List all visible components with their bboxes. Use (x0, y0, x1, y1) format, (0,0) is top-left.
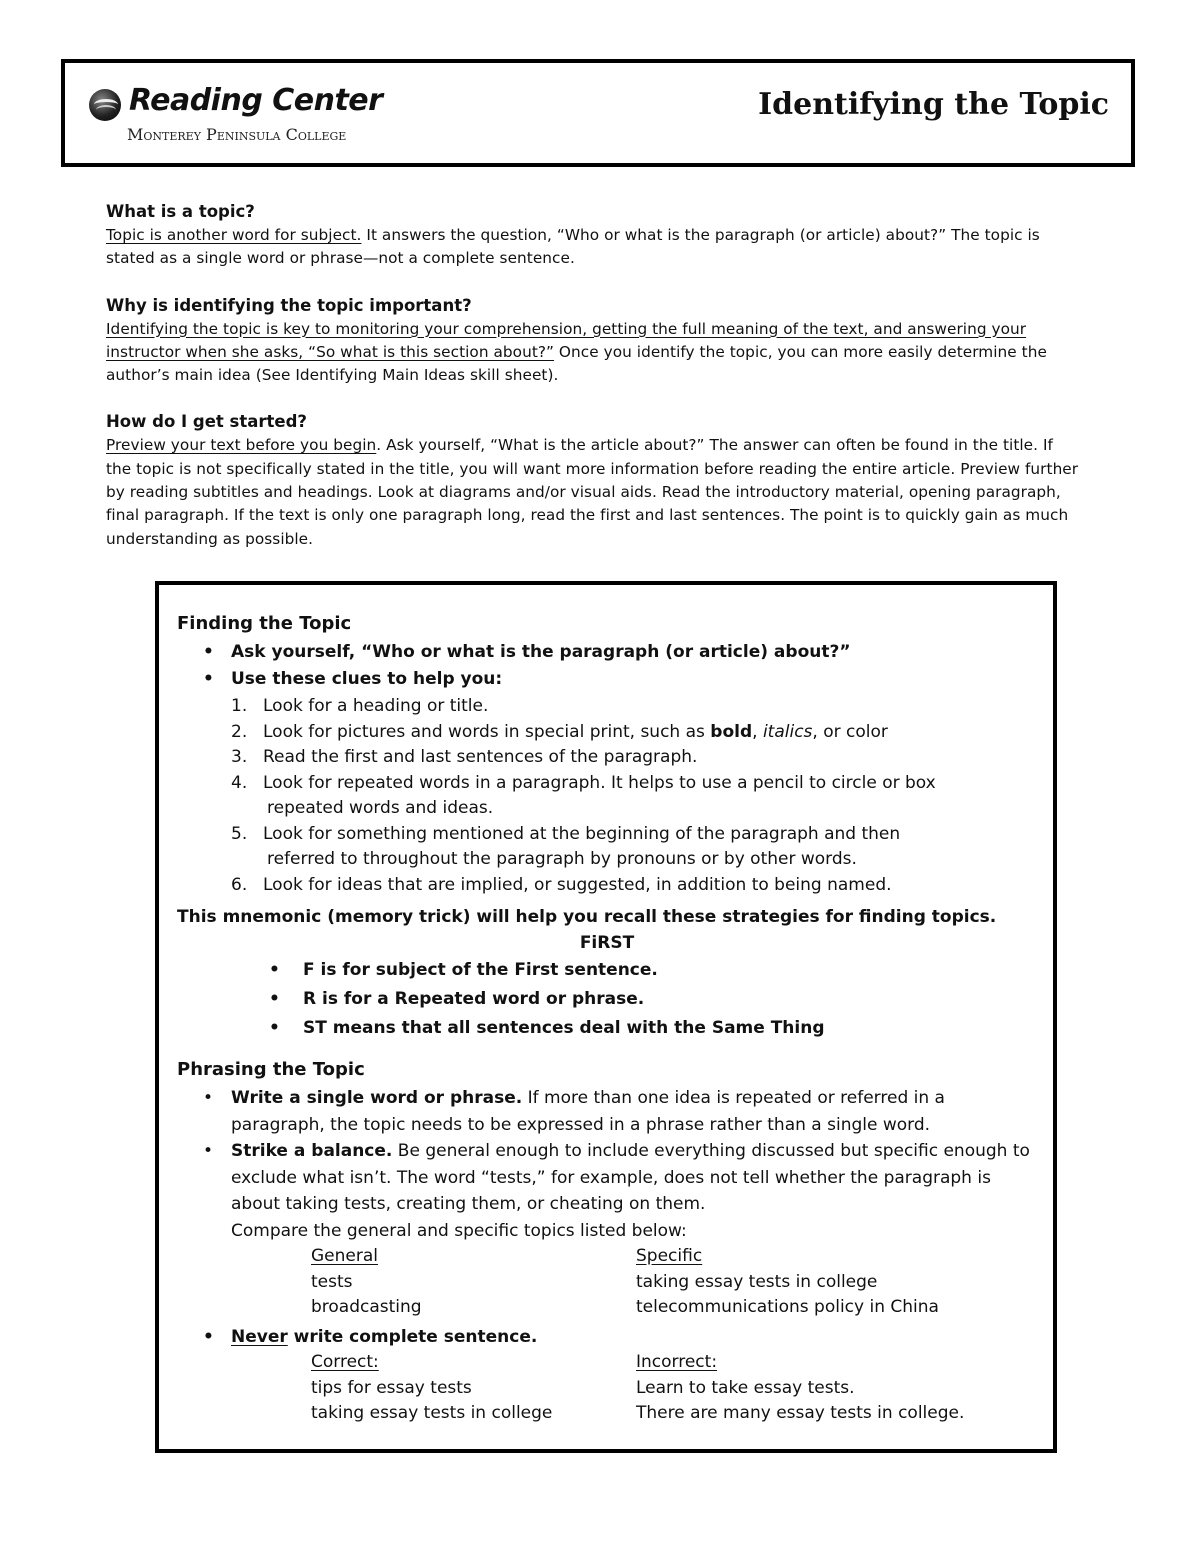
incorrect-cell: There are many essay tests in college. (636, 1403, 965, 1423)
bullet-lead: Write a single word or phrase. (231, 1088, 523, 1108)
wave-logo-icon (89, 89, 121, 121)
specific-cell: telecommunications policy in China (636, 1297, 939, 1317)
key-statement: Topic is another word for subject. (106, 226, 362, 244)
general-cell: broadcasting (311, 1297, 422, 1317)
intro-sections (106, 200, 1081, 574)
clue-text: , (752, 721, 763, 742)
bullet-lead: Strike a balance. (231, 1141, 393, 1161)
document-header (61, 59, 1135, 167)
table-header-row (311, 1350, 1037, 1376)
phrasing-bullet (177, 1138, 1037, 1244)
body-text: Once you identify the topic, you can more easily determine the author’s main idea (See Identifying Main Ideas skill sheet). (106, 342, 1047, 385)
section-body (106, 224, 1081, 271)
mnemonic-intro: This mnemonic (memory trick) will help you recall these strategies for finding topics. (177, 907, 997, 927)
table-row (311, 1376, 1037, 1402)
column-header-correct: Correct: (311, 1352, 379, 1372)
clue-item (177, 771, 1037, 822)
clue-text: Look for repeated words in a paragraph. It helps to use a pencil to circle or box (263, 772, 936, 793)
clue-number: 2. (231, 721, 248, 742)
general-cell: tests (311, 1271, 353, 1292)
mnemonic-text: ST means that all sentences deal with the Same Thing (303, 1018, 825, 1038)
clue-text: Look for a heading or title. (263, 696, 489, 716)
bullet-icon: • (269, 960, 280, 980)
clue-number: 3. (231, 747, 248, 767)
bullet-text: Use these clues to help you: (231, 668, 503, 689)
clue-text: , or color (812, 721, 888, 742)
mnemonic-item (177, 985, 1037, 1014)
mnemonic-item (177, 956, 1037, 985)
clue-item (177, 873, 1037, 899)
finding-bullet (177, 666, 1037, 693)
mnemonic-text: F is for subject of the First sentence. (303, 960, 658, 980)
phrasing-section (177, 1055, 1037, 1427)
logo-subtitle: Monterey Peninsula College (127, 125, 347, 144)
clues-list (177, 694, 1037, 898)
section-get-started (106, 410, 1081, 550)
column-header-general: General (311, 1246, 378, 1266)
bold-example: bold (710, 721, 753, 742)
bullet-text: Ask yourself, “Who or what is the paragraph (or article) about?” (231, 642, 851, 662)
specific-cell: taking essay tests in college (636, 1271, 878, 1292)
page-title: Identifying the Topic (758, 87, 1109, 122)
section-heading: What is a topic? (106, 202, 255, 221)
bullet-icon: • (269, 1018, 280, 1038)
bullet-icon: • (203, 1141, 214, 1161)
general-specific-table (177, 1244, 1037, 1321)
body-text: It answers the question, “Who or what is the paragraph (or article) about?” The topic is stated as a single word or phrase—not a complete sentence. (106, 226, 1040, 268)
mnemonic-section (177, 904, 1037, 1043)
clue-number: 1. (231, 696, 248, 716)
column-header-incorrect: Incorrect: (636, 1352, 718, 1372)
clue-text: Look for pictures and words in special print, such as (263, 721, 711, 742)
bullet-text: Be general enough to include everything discussed but specific enough to exclude what isn’t. The word “tests,” for example, does not tell whether the paragraph is about taking tests, creating them, or cheating on them. (231, 1141, 1030, 1214)
bullet-text: write complete sentence. (287, 1326, 538, 1347)
clue-item (177, 720, 1037, 746)
table-header-row (311, 1244, 1037, 1270)
bullet-icon: • (203, 642, 214, 662)
section-body (106, 318, 1081, 388)
compare-line: Compare the general and specific topics listed below: (231, 1220, 687, 1241)
clue-number: 4. (231, 772, 248, 793)
bullet-icon: • (203, 668, 214, 689)
table-row (311, 1270, 1037, 1296)
bullet-text: If more than one idea is repeated or referred in a paragraph, the topic needs to be expressed in a phrase rather than a single word. (231, 1088, 945, 1135)
clue-item (177, 822, 1037, 873)
clue-item (177, 694, 1037, 720)
bullet-icon: • (269, 989, 280, 1009)
body-text: . Ask yourself, “What is the article about?” The answer can often be found in the title. If the topic is not specifically stated in the title, you will want more information before reading the entire article. Preview further by reading subtitles and headings. Look at diagrams and/or visual aids. Read the introductory material, opening paragraph, final paragraph. If the text is only one paragraph long, read the first and last sentences. The point is to quickly gain as much understanding as possible. (106, 436, 1079, 548)
mnemonic-item (177, 1014, 1037, 1043)
clue-text-continued: repeated words and ideas. (267, 798, 494, 818)
section-why-important (106, 294, 1081, 388)
table-row (311, 1295, 1037, 1321)
clue-number: 6. (231, 874, 248, 895)
bullet-lead: Never (231, 1326, 288, 1347)
clue-text-continued: referred to throughout the paragraph by pronouns or by other words. (267, 849, 857, 869)
mnemonic-text: R is for a Repeated word or phrase. (303, 989, 645, 1009)
mnemonic-list (177, 956, 1037, 1043)
finding-bullet (177, 639, 1037, 666)
column-header-specific: Specific (636, 1246, 703, 1266)
bullet-icon: • (203, 1326, 214, 1347)
correct-cell: taking essay tests in college (311, 1403, 553, 1423)
phrasing-heading: Phrasing the Topic (177, 1059, 365, 1080)
strategies-box (155, 581, 1057, 1453)
clue-text: Look for ideas that are implied, or suggested, in addition to being named. (263, 874, 892, 895)
bullet-icon: • (203, 1088, 214, 1108)
phrasing-bullet (177, 1324, 1037, 1351)
incorrect-cell: Learn to take essay tests. (636, 1377, 855, 1398)
correct-cell: tips for essay tests (311, 1377, 472, 1398)
section-body (106, 434, 1081, 550)
section-what-is-topic (106, 200, 1081, 271)
italic-example: italics (762, 721, 813, 742)
logo-name: Reading Center (129, 83, 383, 118)
section-heading: Why is identifying the topic important? (106, 295, 472, 315)
key-statement: Identifying the topic is key to monitoring your comprehension, getting the full meaning of the text, and answering your instructor when she asks, “So what is this section about?” (106, 319, 1027, 361)
clue-text: Look for something mentioned at the beginning of the paragraph and then (263, 823, 901, 844)
section-heading: How do I get started? (106, 412, 307, 432)
clue-number: 5. (231, 823, 248, 844)
phrasing-bullet (177, 1085, 1037, 1138)
clue-text: Read the first and last sentences of the paragraph. (263, 747, 698, 767)
clue-item (177, 745, 1037, 771)
correct-incorrect-table (177, 1350, 1037, 1427)
finding-heading: Finding the Topic (177, 613, 352, 634)
table-row (311, 1401, 1037, 1427)
mnemonic-word: FiRST (579, 933, 635, 953)
key-statement: Preview your text before you begin (106, 436, 377, 455)
